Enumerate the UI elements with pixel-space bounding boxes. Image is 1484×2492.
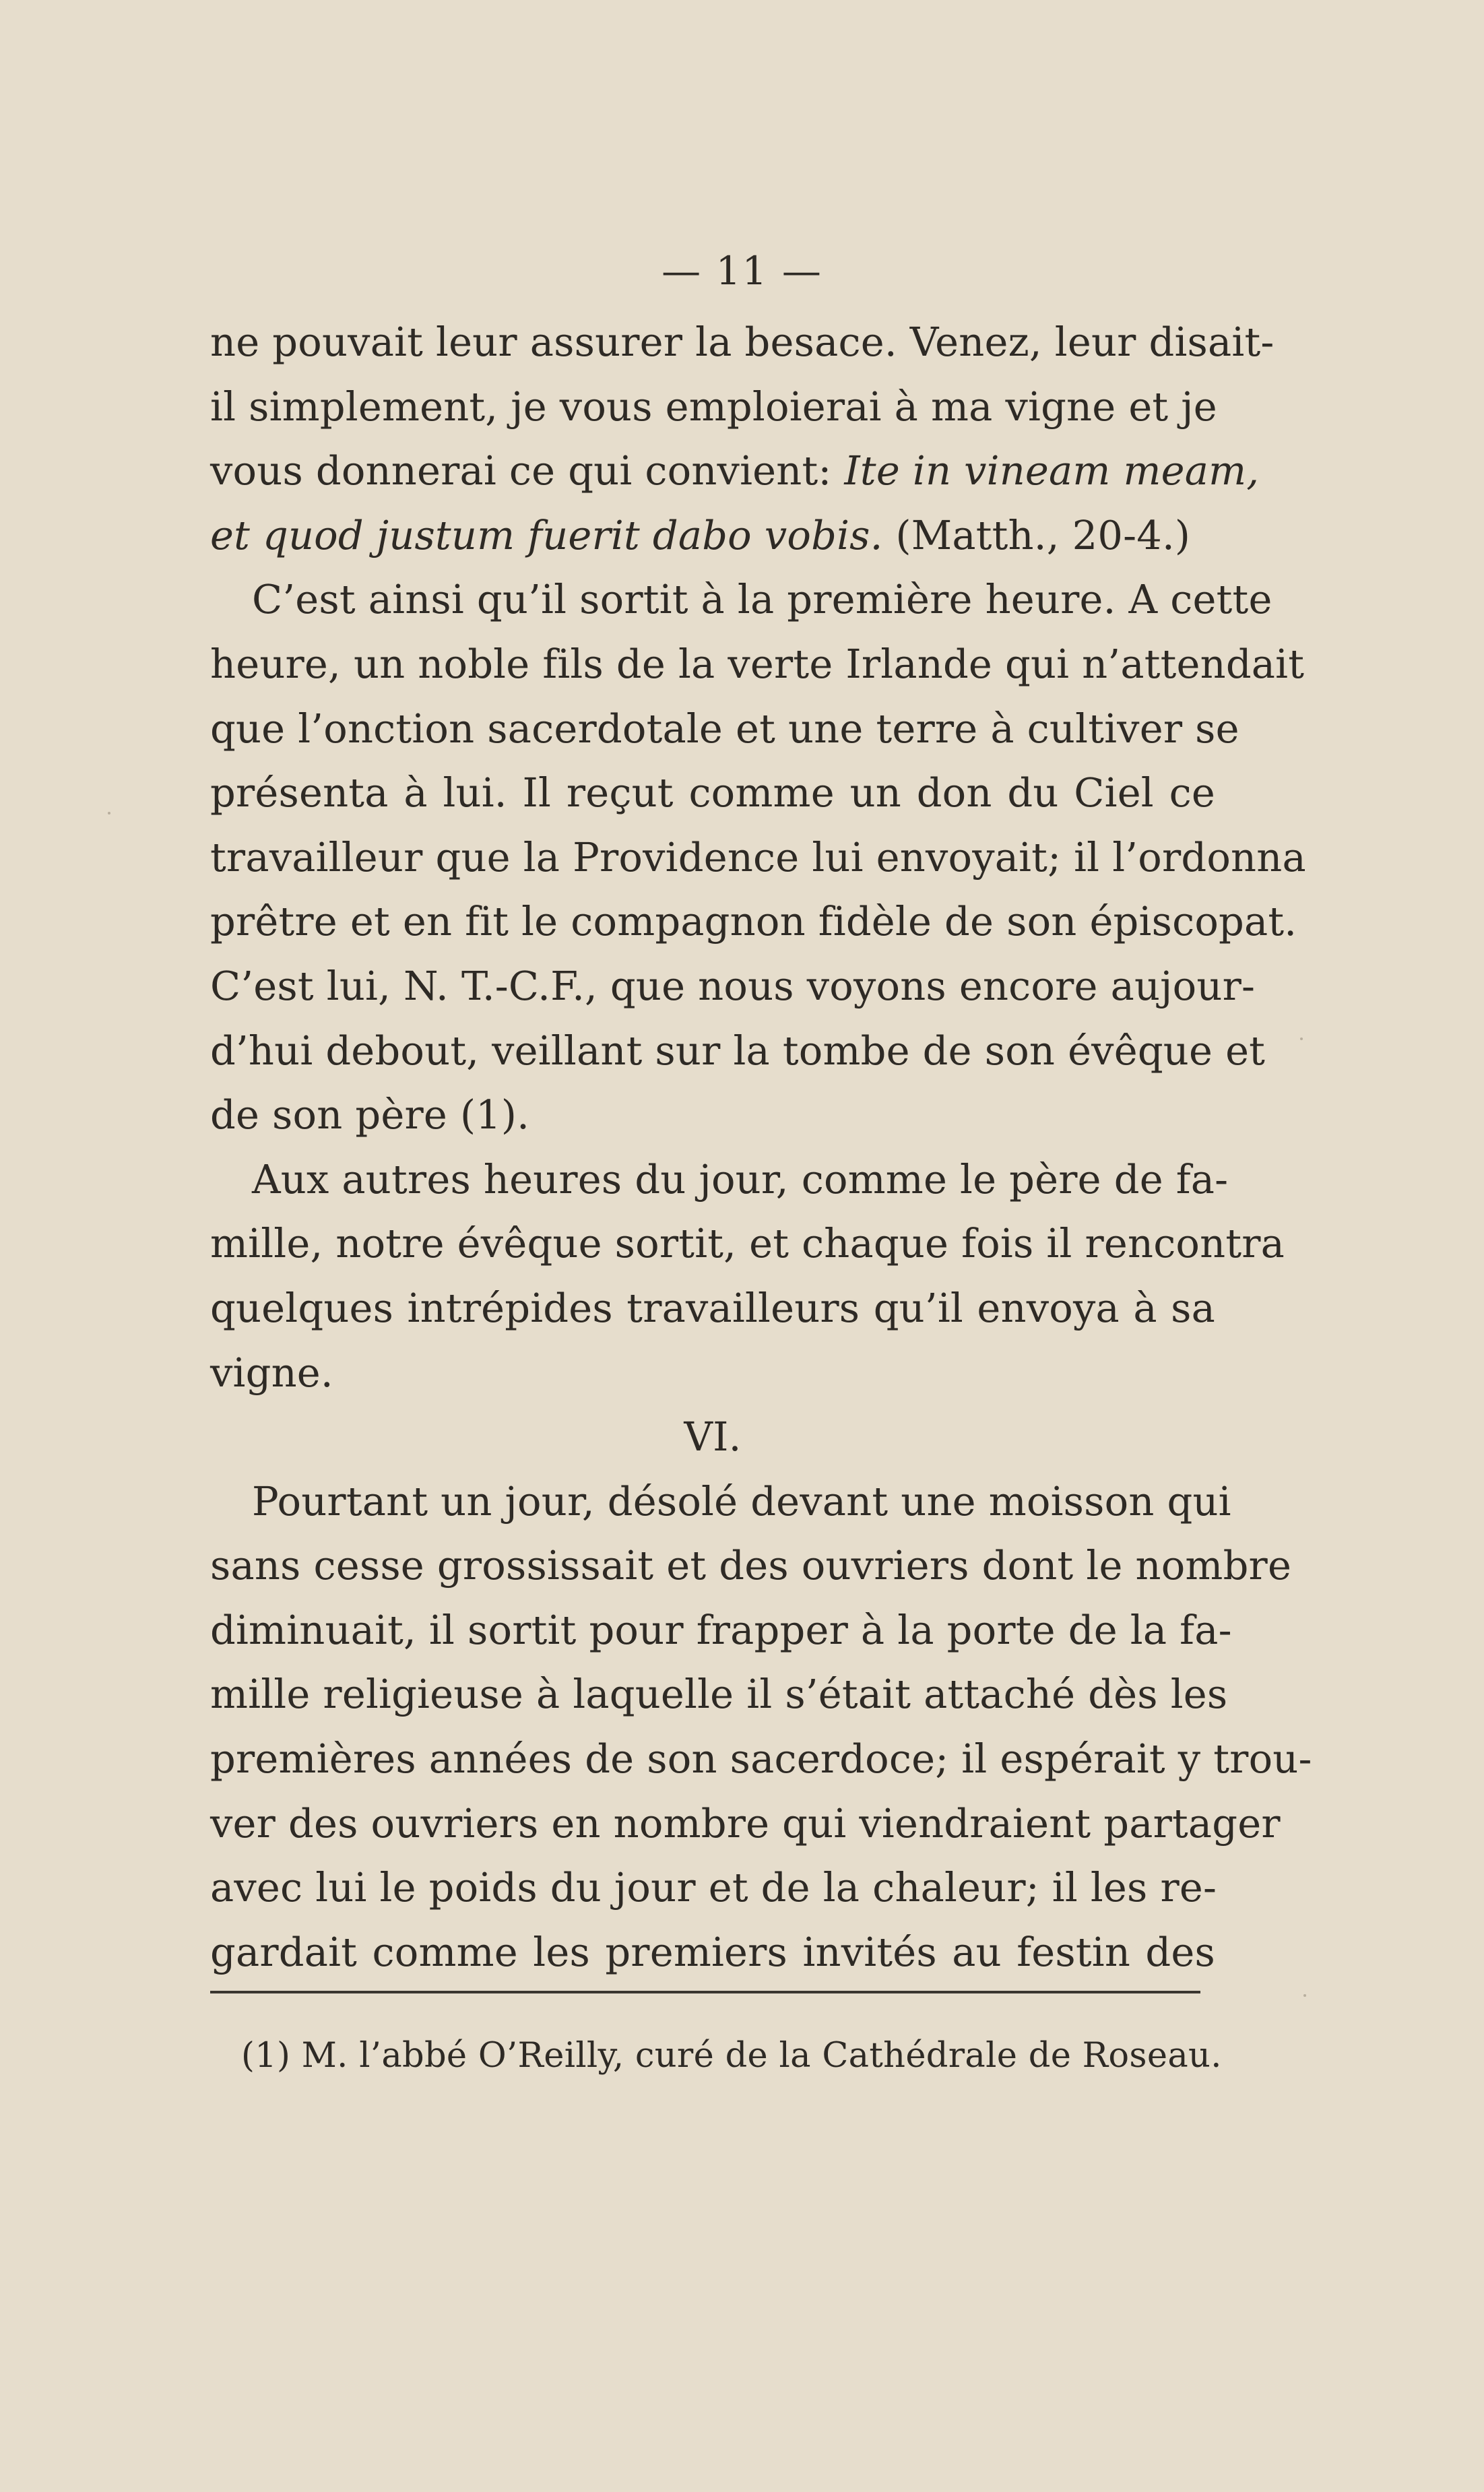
latin-quote: Ite in vineam meam, — [844, 447, 1260, 494]
page-number: — 11 — — [662, 248, 822, 294]
body-text — [210, 310, 1312, 1984]
text-line — [210, 1147, 1229, 1212]
text-segment: il simplement, je vous emploierai à ma vigne et je — [210, 383, 1217, 430]
text-segment: prêtre et en fit le compagnon fidèle de son épiscopat. — [210, 898, 1297, 945]
text-segment: mille religieuse à laquelle il s’était attaché dès les — [210, 1671, 1228, 1718]
text-line — [210, 954, 1256, 1019]
text-segment: C’est lui, N. T.-C.F., que nous voyons encore aujour- — [210, 962, 1256, 1009]
text-segment: vigne. — [210, 1349, 333, 1396]
text-segment: mille, notre évêque sortit, et chaque fois il rencontra — [210, 1220, 1285, 1267]
text-line — [210, 1083, 1215, 1147]
text-line — [210, 310, 1275, 375]
text-line — [210, 1662, 1228, 1727]
paper-speck — [108, 812, 110, 814]
latin-quote: et quod justum fuerit dabo vobis. — [210, 511, 883, 558]
text-segment: (Matth., 20-4.) — [882, 511, 1191, 558]
text-line — [210, 1341, 1215, 1405]
text-segment: heure, un noble fils de la verte Irlande qui n’attendait — [210, 640, 1305, 687]
footnote: (1) M. l’abbé O’Reilly, curé de la Cathédrale de Roseau. — [241, 2036, 1222, 2076]
text-line — [210, 1211, 1285, 1276]
text-segment: vous donnerai ce qui convient: — [210, 447, 845, 494]
text-segment: C’est ainsi qu’il sortit à la première heure. A cette — [252, 576, 1272, 623]
text-line — [210, 1791, 1281, 1856]
text-segment: de son père (1). — [210, 1091, 530, 1139]
footnote-rule — [210, 1991, 1200, 1993]
text-line — [210, 1276, 1215, 1341]
text-line — [210, 889, 1297, 954]
text-line — [210, 503, 1215, 568]
text-segment: que l’onction sacerdotale et une terre à cultiver se — [210, 705, 1239, 752]
text-segment: gardait comme les premiers invités au festin des — [210, 1928, 1215, 1975]
text-line — [210, 439, 1260, 503]
text-segment: diminuait, il sortit pour frapper à la porte de la fa- — [210, 1606, 1232, 1653]
text-segment: ne pouvait leur assurer la besace. Venez, leur disait- — [210, 319, 1275, 365]
paper-speck — [1300, 1037, 1303, 1040]
text-segment: avec lui le poids du jour et de la chaleur; il les re- — [210, 1864, 1217, 1911]
text-line — [210, 1855, 1215, 1920]
text-line — [210, 825, 1306, 890]
text-segment: travailleur que la Providence lui envoyait; il l’ordonna — [210, 833, 1306, 881]
text-line — [210, 567, 1272, 632]
text-segment: sans cesse grossissait et des ouvriers dont le nombre — [210, 1542, 1292, 1589]
text-segment: VI. — [684, 1413, 742, 1461]
text-segment: présenta à lui. Il reçut comme un don du Ciel ce — [210, 769, 1215, 817]
section-heading — [210, 1405, 1215, 1469]
text-line — [210, 632, 1305, 697]
text-segment: quelques intrépides travailleurs qu’il envoya à sa — [210, 1284, 1215, 1331]
text-line — [210, 375, 1215, 439]
paper-speck — [1303, 1994, 1306, 1997]
text-line — [210, 1469, 1231, 1534]
text-segment: ver des ouvriers en nombre qui viendraient partager — [210, 1799, 1281, 1847]
text-line — [210, 697, 1239, 761]
text-segment: d’hui debout, veillant sur la tombe de son évêque et — [210, 1027, 1266, 1074]
text-line — [210, 1019, 1266, 1083]
text-line — [210, 1598, 1232, 1663]
text-line — [210, 761, 1215, 825]
text-line — [210, 1920, 1215, 1985]
text-line — [210, 1727, 1312, 1791]
text-segment: Aux autres heures du jour, comme le père de fa- — [252, 1155, 1229, 1203]
text-line — [210, 1533, 1292, 1598]
text-segment: premières années de son sacerdoce; il espérait y trou- — [210, 1735, 1312, 1783]
text-segment: Pourtant un jour, désolé devant une moisson qui — [252, 1477, 1231, 1525]
